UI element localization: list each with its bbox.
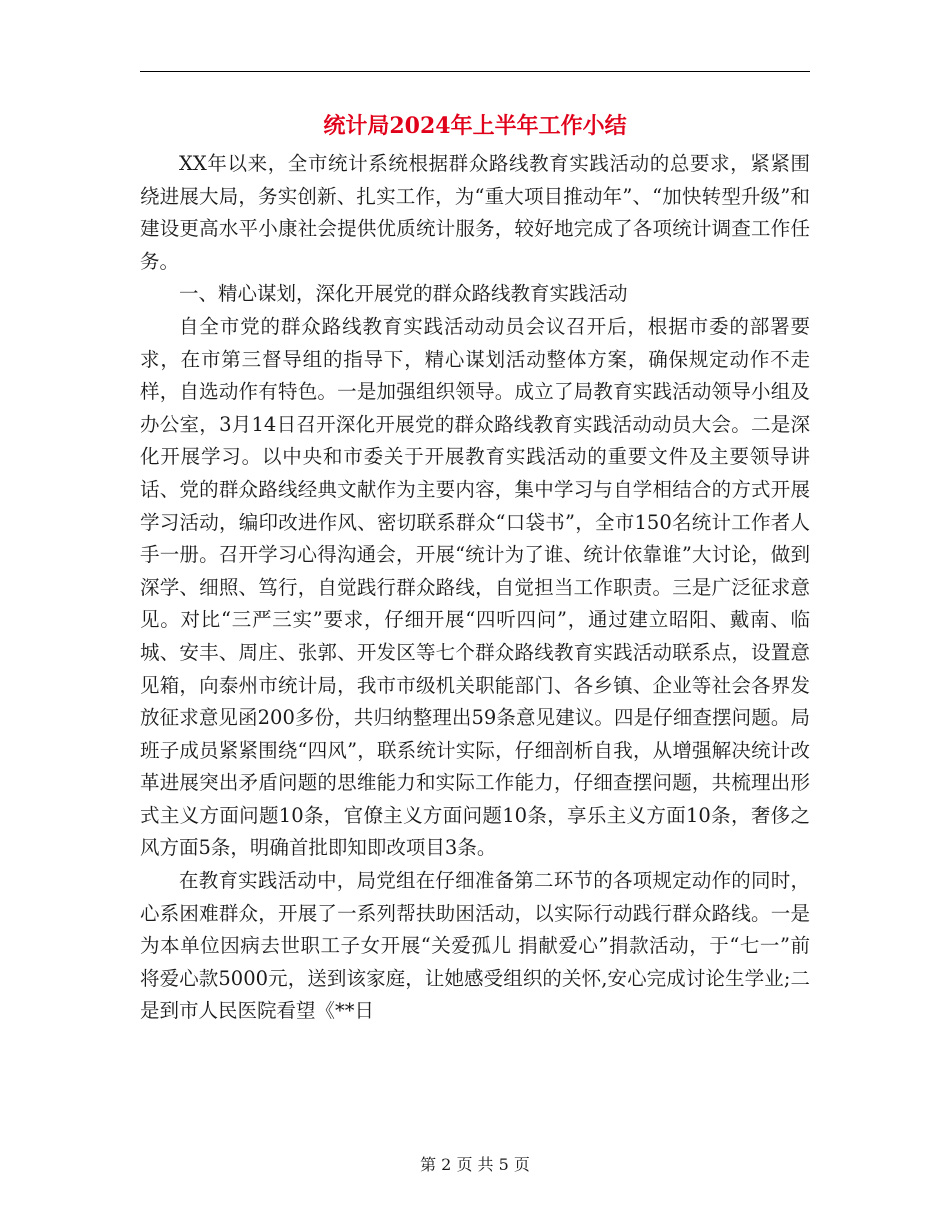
paragraph-support-activities: 在教育实践活动中，局党组在仔细准备第二环节的各项规定动作的同时，心系困难群众，开展了一系列帮扶助困活动，以实际行动践行群众路线。一是为本单位因病去世职工子女开展“关爱孤儿 捐献爱心”捐款活动，于“七一”前将爱心款5000元，送到该家庭，让她感受组织的关怀,安心完成讨论生学业;二是到市人民医院看望《**日 [140, 869, 810, 1023]
document-body [140, 148, 810, 1028]
header-rule [140, 71, 810, 72]
section-heading-1: 一、精心谋划，深化开展党的群众路线教育实践活动 [179, 282, 628, 306]
paragraph-intro: XX年以来，全市统计系统根据群众路线教育实践活动的总要求，紧紧围绕进展大局，务实创新、扎实工作，为“重大项目推动年”、“加快转型升级”和建设更高水平小康社会提供优质统计服务，较好地完成了各项统计调查工作任务。 [140, 152, 810, 273]
document-title: 统计局2024年上半年工作小结 [323, 113, 627, 139]
paragraph-section-1: 自全市党的群众路线教育实践活动动员会议召开后，根据市委的部署要求，在市第三督导组的指导下，精心谋划活动整体方案，确保规定动作不走样，自选动作有特色。一是加强组织领导。成立了局教育实践活动领导小组及办公室，3月14日召开深化开展党的群众路线教育实践活动动员大会。二是深化开展学习。以中央和市委关于开展教育实践活动的重要文件及主要领导讲话、党的群众路线经典文献作为主要内容，集中学习与自学相结合的方式开展学习活动，编印改进作风、密切联系群众“口袋书”，全市150名统计工作者人手一册。召开学习心得沟通会，开展“统计为了谁、统计依靠谁”大讨论，做到深学、细照、笃行，自觉践行群众路线，自觉担当工作职责。三是广泛征求意见。对比“三严三实”要求，仔细开展“四听四问”，通过建立昭阳、戴南、临城、安丰、周庄、张郭、开发区等七个群众路线教育实践活动联系点，设置意见箱，向泰州市统计局，我市市级机关职能部门、各乡镇、企业等社会各界发放征求意见函200多份，共归纳整理出59条意见建议。四是仔细查摆问题。局班子成员紧紧围绕“四风”，联系统计实际，仔细剖析自我，从增强解决统计改革进展突出矛盾问题的思维能力和实际工作能力，仔细查摆问题，共梳理出形式主义方面问题10条，官僚主义方面问题10条，享乐主义方面10条，奢侈之风方面5条，明确首批即知即改项目3条。 [140, 314, 810, 860]
page-number-footer: 第 2 页 共 5 页 [420, 1155, 530, 1174]
